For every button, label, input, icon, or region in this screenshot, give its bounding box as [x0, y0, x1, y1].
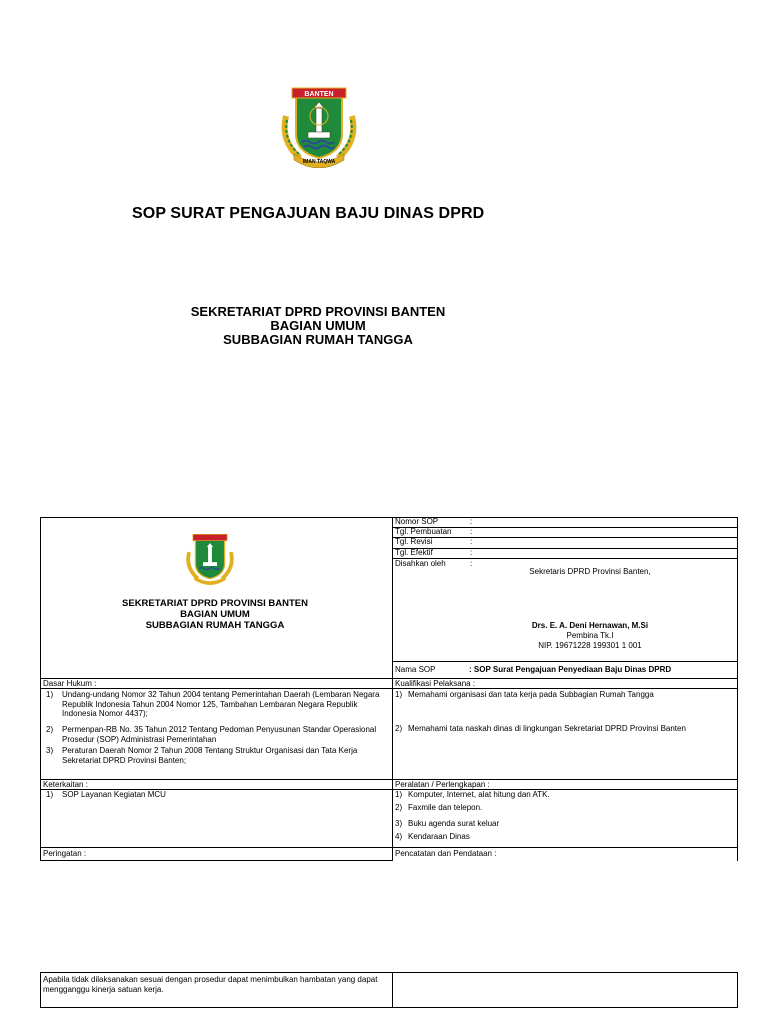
keterkaitan-num-1: 1) — [46, 790, 54, 799]
signer-rank: Pembina Tk.I — [566, 631, 614, 640]
nama-sop-label: Nama SOP — [395, 665, 436, 674]
tgl-pembuatan-label: Tgl. Pembuatan — [395, 527, 452, 536]
org-line-3: SUBBAGIAN RUMAH TANGGA — [223, 332, 413, 347]
peralatan-item-4: Kendaraan Dinas — [408, 832, 470, 841]
table-org-line-2: BAGIAN UMUM — [180, 609, 250, 620]
tgl-revisi-label: Tgl. Revisi — [395, 537, 433, 546]
banten-logo-small — [184, 533, 236, 585]
svg-text:IMAN TAQWA: IMAN TAQWA — [302, 159, 336, 165]
tgl-efektif-label: Tgl. Efektif — [395, 548, 433, 557]
peralatan-item-1: Komputer, Internet, alat hitung dan ATK. — [408, 790, 550, 799]
kualifikasi-label: Kualifikasi Pelaksana : — [395, 679, 476, 688]
dasar-hukum-num-1: 1) — [46, 690, 54, 699]
page-title: SOP SURAT PENGAJUAN BAJU DINAS DPRD — [132, 205, 485, 222]
svg-text:BANTEN: BANTEN — [304, 91, 334, 98]
disahkan-colon: : — [470, 559, 473, 568]
nama-sop-value: : SOP Surat Pengajuan Penyediaan Baju Dinas DPRD — [469, 665, 672, 674]
dasar-hukum-item-3: Peraturan Daerah Nomor 2 Tahun 2008 Tentang Struktur Organisasi dan Tata Kerja Sekretariat DPRD Provinsi Banten; — [62, 746, 358, 765]
sekretaris-title: Sekretaris DPRD Provinsi Banten, — [529, 567, 651, 576]
peralatan-num-1: 1) — [395, 790, 403, 799]
peralatan-item-3: Buku agenda surat keluar — [408, 819, 500, 828]
peralatan-label: Peralatan / Perlengkapan : — [395, 780, 490, 789]
tgl-pembuatan-colon: : — [470, 527, 473, 536]
tgl-efektif-colon: : — [470, 548, 473, 557]
peralatan-num-3: 3) — [395, 819, 403, 828]
warning-box — [40, 972, 738, 1008]
banten-logo-large — [278, 86, 360, 168]
kualifikasi-item-1: Memahami organisasi dan tata kerja pada Subbagian Rumah Tangga — [408, 690, 654, 699]
peralatan-num-2: 2) — [395, 803, 403, 812]
kualifikasi-item-2: Memahami tata naskah dinas di lingkungan Sekretariat DPRD Provinsi Banten — [408, 724, 686, 733]
dasar-hukum-label: Dasar Hukum : — [43, 679, 97, 688]
keterkaitan-item-1: SOP Layanan Kegiatan MCU — [62, 790, 166, 799]
kualifikasi-num-2: 2) — [395, 724, 403, 733]
peringatan-label: Peringatan : — [43, 849, 87, 858]
tgl-revisi-colon: : — [470, 537, 473, 546]
dasar-hukum-item-2: Permenpan-RB No. 35 Tahun 2012 Tentang Pedoman Penyusunan Standar Operasional Prosedur (SOP) Administrasi Pemerintahan — [62, 725, 377, 744]
disahkan-label: Disahkan oleh — [395, 559, 446, 568]
nomor-sop-colon: : — [470, 517, 473, 526]
nomor-sop-label: Nomor SOP — [395, 517, 439, 526]
org-line-1: SEKRETARIAT DPRD PROVINSI BANTEN — [190, 304, 446, 319]
dasar-hukum-item-1: Undang-undang Nomor 32 Tahun 2004 tentang Pemerintahan Daerah (Lembaran Negara Republik Indonesia Tahun 2004 Nomor 125, Tambahan Lembaran Negara Republik Indonesia Nomor 4437); — [62, 690, 380, 718]
table-org-line-3: SUBBAGIAN RUMAH TANGGA — [145, 620, 285, 631]
pencatatan-label: Pencatatan dan Pendataan : — [395, 849, 497, 858]
signer-nip: NIP. 19671228 199301 1 001 — [538, 641, 642, 650]
keterkaitan-label: Keterkaitan : — [43, 780, 88, 789]
table-org-line-1: SEKRETARIAT DPRD PROVINSI BANTEN — [122, 598, 308, 609]
dasar-hukum-num-3: 3) — [46, 746, 54, 755]
org-line-2: BAGIAN UMUM — [270, 318, 366, 333]
kualifikasi-num-1: 1) — [395, 690, 403, 699]
peralatan-item-2: Faxmile dan telepon. — [408, 803, 483, 812]
warning-text: Apabila tidak dilaksanakan sesuai dengan prosedur dapat menimbulkan hambatan yang dapat mengganggu kinerja satuan kerja. — [43, 975, 378, 994]
signer-name: Drs. E. A. Deni Hernawan, M.Si — [531, 621, 649, 630]
peralatan-num-4: 4) — [395, 832, 403, 841]
dasar-hukum-num-2: 2) — [46, 725, 54, 734]
